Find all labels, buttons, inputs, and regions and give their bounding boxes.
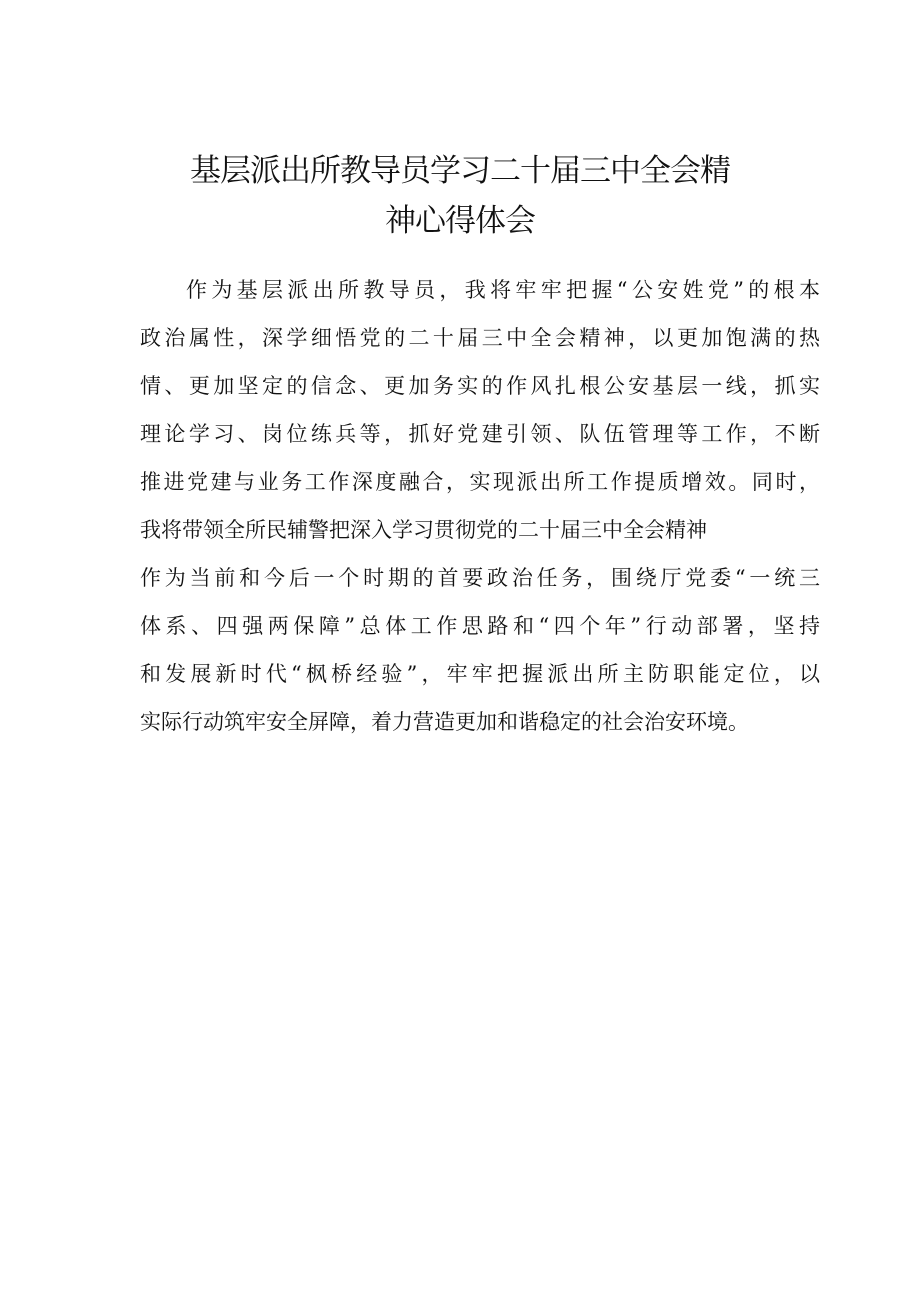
title-line-1: 基层派出所教导员学习二十届三中全会精 [190,153,730,189]
body-line-8: 体系、四强两保障”总体工作思路和“四个年”行动部署，坚持 [140,614,820,638]
body-line-3: 情、更加坚定的信念、更加务实的作风扎根公安基层一线，抓实 [140,374,820,398]
document-title [140,146,780,246]
body-line-5: 推进党建与业务工作深度融合，实现派出所工作提质增效。同时， [140,470,820,494]
body-line-1: 作为基层派出所教导员，我将牢牢把握“公安姓党”的根本 [186,278,820,302]
body-line-4: 理论学习、岗位练兵等，抓好党建引领、队伍管理等工作，不断 [140,422,820,446]
body-line-6: 我将带领全所民辅警把深入学习贯彻党的二十届三中全会精神 [140,518,707,542]
body-line-10: 实际行动筑牢安全屏障，着力营造更加和谐稳定的社会治安环境。 [140,710,749,734]
body-line-9: 和发展新时代“枫桥经验”，牢牢把握派出所主防职能定位，以 [140,662,820,686]
document-body [140,266,820,746]
title-line-2: 神心得体会 [385,203,535,239]
body-line-7: 作为当前和今后一个时期的首要政治任务，围绕厅党委“一统三 [140,566,820,590]
body-line-2: 政治属性，深学细悟党的二十届三中全会精神，以更加饱满的热 [140,326,820,350]
